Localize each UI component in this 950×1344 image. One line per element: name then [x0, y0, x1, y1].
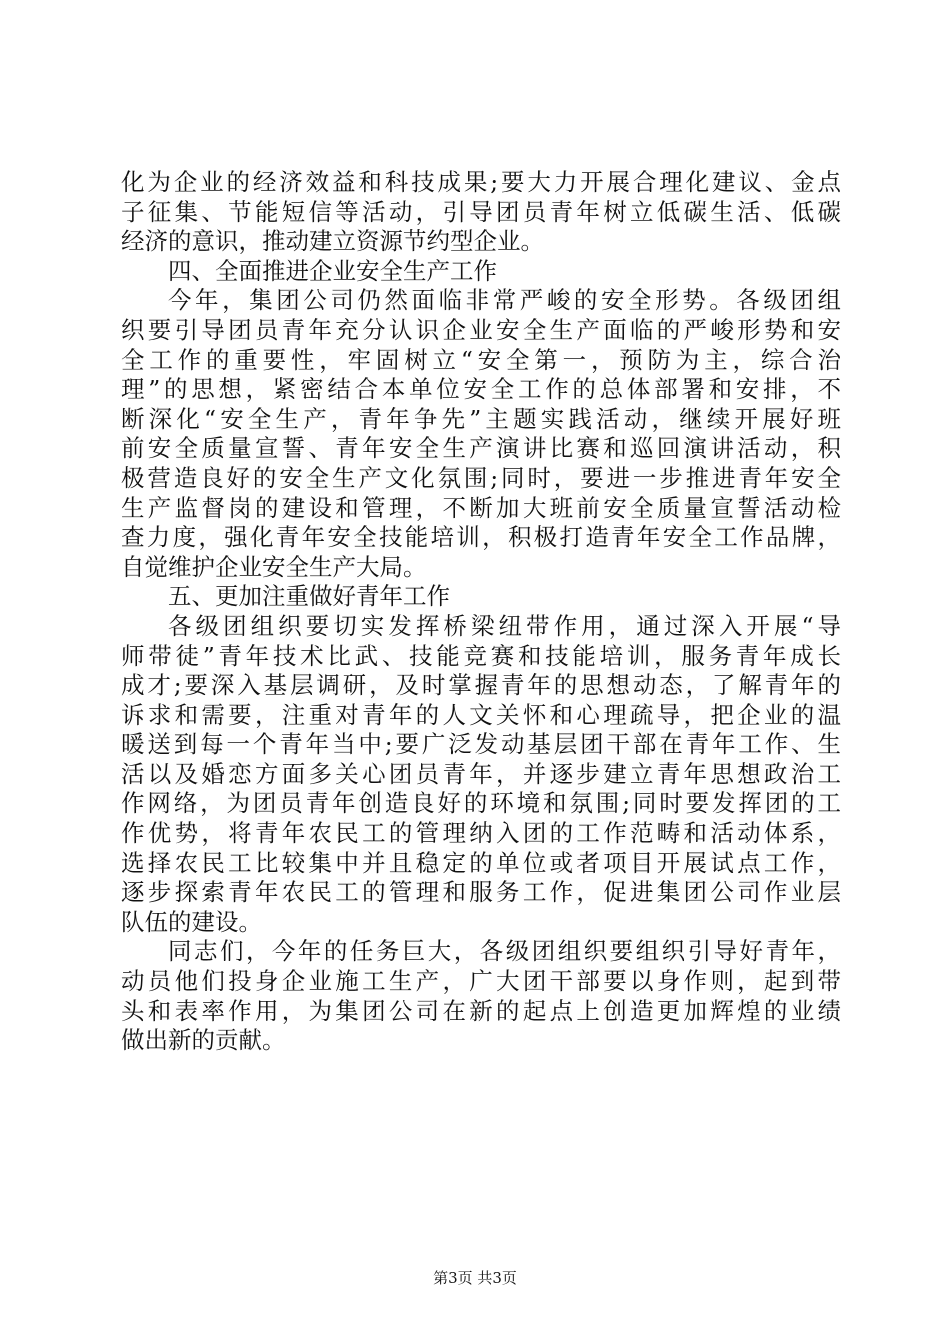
- text-line: 今年，集团公司仍然面临非常严峻的安全形势。各级团组: [168, 286, 841, 315]
- text-line: 化为企业的经济效益和科技成果;要大力开展合理化建议、金点: [121, 168, 841, 196]
- text-line: 子征集、节能短信等活动，引导团员青年树立低碳生活、低碳: [121, 197, 841, 226]
- text-line: 动员他们投身企业施工生产，广大团干部要以身作则，起到带: [121, 967, 841, 996]
- text-line: 查力度，强化青年安全技能培训，积极打造青年安全工作品牌，: [121, 523, 841, 552]
- text-line: 理”的思想，紧密结合本单位安全工作的总体部署和安排，不: [121, 375, 841, 404]
- text-line: 全工作的重要性，牢固树立“安全第一，预防为主，综合治: [121, 345, 841, 374]
- text-line: 自觉维护企业安全生产大局。: [121, 552, 427, 581]
- text-line: 作优势，将青年农民工的管理纳入团的工作范畴和活动体系，: [121, 819, 841, 848]
- text-line: 头和表率作用，为集团公司在新的起点上创造更加辉煌的业绩: [121, 996, 841, 1025]
- text-line: 成才;要深入基层调研，及时掌握青年的思想动态，了解青年的: [121, 671, 841, 700]
- text-line: 前安全质量宣誓、青年安全生产演讲比赛和巡回演讲活动，积: [121, 434, 841, 463]
- text-line: 活以及婚恋方面多关心团员青年，并逐步建立青年思想政治工: [121, 759, 841, 788]
- text-line: 暖送到每一个青年当中;要广泛发动基层团干部在青年工作、生: [121, 730, 841, 759]
- text-line: 生产监督岗的建设和管理，不断加大班前安全质量宣誓活动检: [121, 493, 841, 522]
- page-footer: 第3页 共3页: [433, 1269, 517, 1287]
- text-line: 作网络，为团员青年创造良好的环境和氛围;同时要发挥团的工: [121, 789, 841, 818]
- text-line: 断深化“安全生产，青年争先”主题实践活动，继续开展好班: [121, 404, 841, 433]
- text-line: 各级团组织要切实发挥桥梁纽带作用，通过深入开展“导: [168, 611, 841, 640]
- text-line: 诉求和需要，注重对青年的人文关怀和心理疏导，把企业的温: [121, 700, 841, 729]
- text-line: 逐步探索青年农民工的管理和服务工作，促进集团公司作业层: [121, 878, 841, 907]
- text-line: 织要引导团员青年充分认识企业安全生产面临的严峻形势和安: [121, 315, 841, 344]
- text-line: 极营造良好的安全生产文化氛围;同时，要进一步推进青年安全: [121, 463, 841, 492]
- text-line: 选择农民工比较集中并且稳定的单位或者项目开展试点工作，: [121, 848, 841, 877]
- text-line: 做出新的贡献。: [121, 1026, 286, 1055]
- text-line: 经济的意识，推动建立资源节约型企业。: [121, 227, 544, 256]
- document-body: [121, 168, 841, 1056]
- text-line: 同志们，今年的任务巨大，各级团组织要组织引导好青年，: [168, 937, 841, 966]
- text-line: 四、全面推进企业安全生产工作: [168, 256, 497, 285]
- text-line: 五、更加注重做好青年工作: [168, 582, 450, 611]
- text-line: 师带徒”青年技术比武、技能竞赛和技能培训，服务青年成长: [121, 641, 841, 670]
- text-line: 队伍的建设。: [121, 907, 262, 936]
